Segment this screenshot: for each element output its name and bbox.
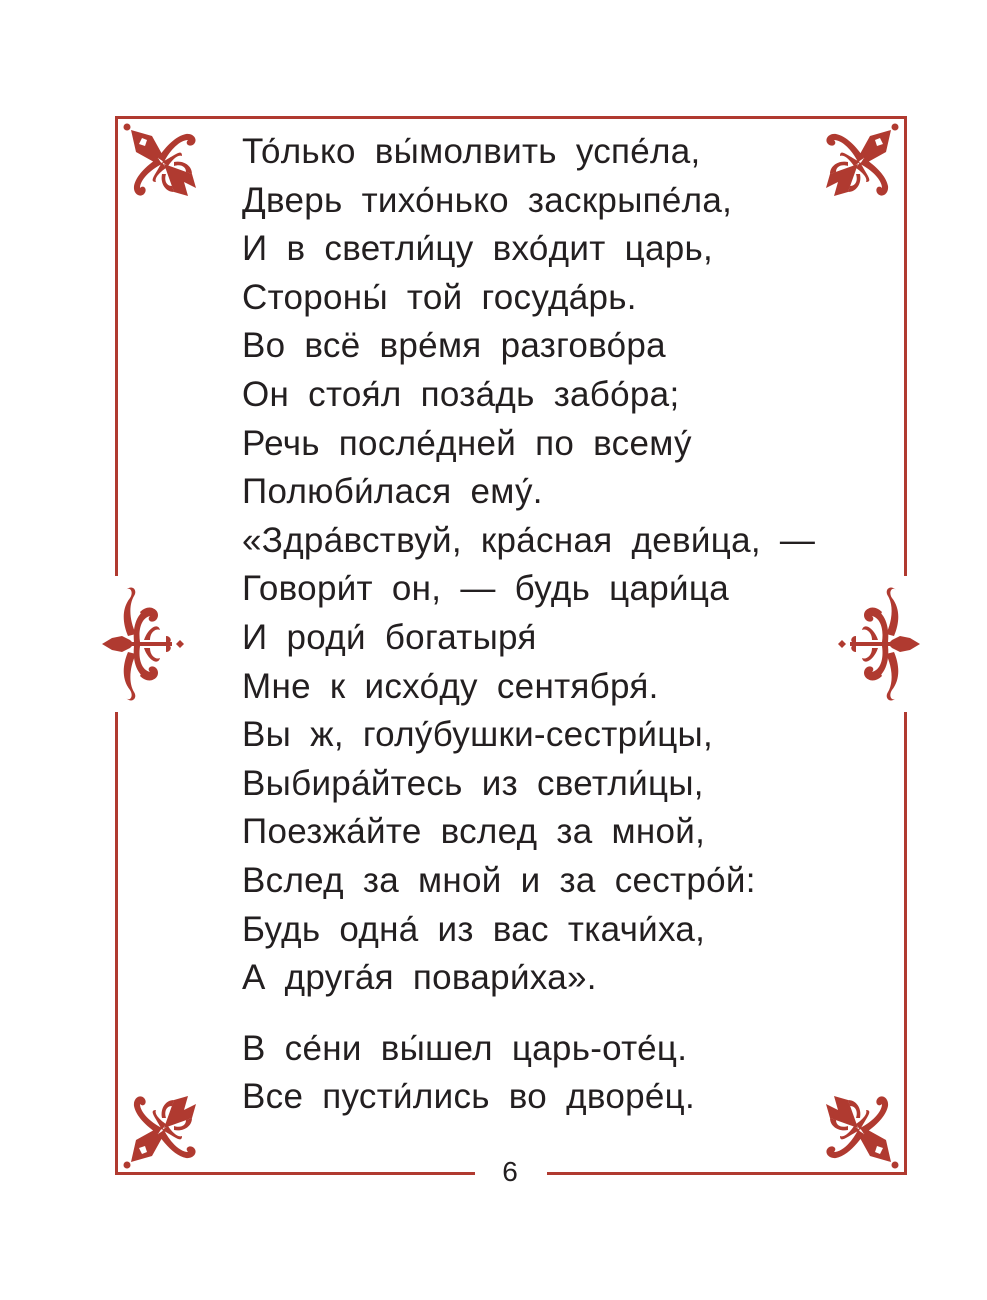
poem-line: И роди́ богатыря́ xyxy=(242,617,537,657)
fleur-corner-icon xyxy=(818,1088,900,1170)
stanza-2 xyxy=(242,1025,815,1122)
poem-line: Полюби́лася ему́. xyxy=(242,472,543,512)
poem-line: Вы ж, голу́бушки-сестри́цы, xyxy=(242,715,714,755)
fleur-side-icon xyxy=(100,582,184,706)
frame-bottom-line-left xyxy=(115,1172,475,1175)
poem-text xyxy=(242,128,815,1122)
poem-line: Речь после́дней по всему́ xyxy=(242,423,692,463)
poem-line: В се́ни вы́шел царь-оте́ц. xyxy=(242,1028,688,1068)
poem-line: Дверь тихо́нько заскрыпе́ла, xyxy=(242,180,733,220)
poem-line: И в светли́цу вхо́дит царь, xyxy=(242,229,714,269)
poem-line: Во всё вре́мя разгово́ра xyxy=(242,326,666,366)
frame-right-line-lower xyxy=(904,712,907,1175)
fleur-corner-icon xyxy=(122,122,204,204)
poem-line: Вслед за мной и за сестро́й: xyxy=(242,860,756,900)
poem-line: А друга́я повари́ха». xyxy=(242,958,597,998)
frame-right-line-upper xyxy=(904,116,907,576)
poem-line: Стороны́ той госуда́рь. xyxy=(242,277,637,317)
poem-line: Говори́т он, — будь цари́ца xyxy=(242,569,730,609)
poem-line: «Здра́вствуй, кра́сная деви́ца, — xyxy=(242,520,816,560)
frame-left-line-upper xyxy=(115,116,118,576)
poem-line: Мне к исхо́ду сентября́. xyxy=(242,666,659,706)
page-number: 6 xyxy=(502,1156,518,1187)
fleur-side-icon xyxy=(838,582,922,706)
stanza-1 xyxy=(242,128,815,1003)
fleur-corner-icon xyxy=(122,1088,204,1170)
poem-line: Поезжа́йте вслед за мной, xyxy=(242,812,706,852)
poem-line: Будь одна́ из вас ткачи́ха, xyxy=(242,909,706,949)
frame-left-line-lower xyxy=(115,712,118,1175)
poem-line: То́лько вы́молвить успе́ла, xyxy=(242,132,701,171)
poem-line: Он стоя́л поза́дь забо́ра; xyxy=(242,374,680,414)
frame-top-line xyxy=(115,116,907,119)
fleur-corner-icon xyxy=(818,122,900,204)
stanza-gap xyxy=(242,1003,815,1025)
frame-bottom-line-right xyxy=(547,1172,907,1175)
poem-line: Выбира́йтесь из светли́цы, xyxy=(242,763,704,803)
poem-line: Все пусти́лись во дворе́ц. xyxy=(242,1077,695,1117)
